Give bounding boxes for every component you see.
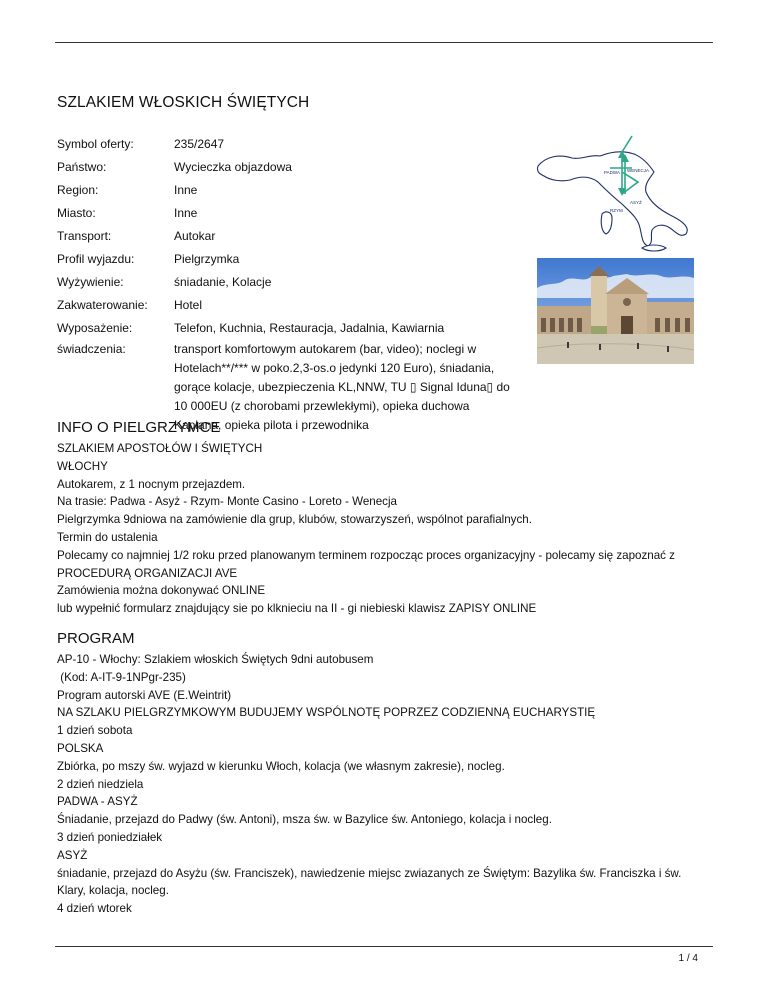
program-line: (Kod: A-IT-9-1NPgr-235) [57, 670, 186, 684]
assisi-basilica-image [537, 258, 694, 364]
map-label-padwa: PADWA [604, 170, 621, 175]
detail-label: Symbol oferty: [57, 137, 134, 151]
italy-map-graphic [530, 132, 698, 252]
section-heading: INFO O PIELGRZYMCE [57, 419, 221, 436]
basilica-door [621, 316, 633, 334]
info-line: Zamówienia można dokonywać ONLINE [57, 584, 266, 598]
program-line: 1 dzień sobota [57, 724, 133, 738]
map-label-asyz: ASYŻ [630, 200, 642, 205]
pilgrimage-info-section [57, 419, 717, 618]
detail-row-profile [57, 248, 517, 271]
detail-value: Telefon, Kuchnia, Restauracja, Jadalnia, Kawiarnia [174, 321, 445, 335]
program-line: POLSKA [57, 741, 104, 755]
page-title: SZLAKIEM WŁOSKICH ŚWIĘTYCH [57, 94, 310, 111]
detail-row-meals [57, 271, 517, 294]
sicily-outline [642, 245, 666, 251]
map-label-wenecja: WENECJA [627, 168, 650, 173]
detail-label: Miasto: [57, 206, 96, 220]
program-line: śniadanie, przejazd do Asyżu (św. Franciszek), nawiedzenie miejsc zwiazanych ze Świętym: Bazylika św. Franciszka i św. [57, 866, 682, 880]
top-rule [55, 42, 713, 43]
detail-value-line: Hotelach**/*** w poko.2,3-os.o jedynki 120 Euro), śniadania, [174, 361, 495, 375]
program-line: 3 dzień poniedziałek [57, 830, 163, 844]
detail-label: Profil wyjazdu: [57, 252, 135, 266]
detail-label: świadczenia: [57, 342, 126, 356]
info-line: WŁOCHY [57, 459, 108, 473]
detail-value-line: transport komfortowym autokarem (bar, video); noclegi w [174, 342, 477, 356]
section-heading: PROGRAM [57, 630, 135, 647]
route-map [530, 132, 698, 252]
info-line: SZLAKIEM APOSTOŁÓW I ŚWIĘTYCH [57, 442, 263, 455]
detail-row-region [57, 179, 517, 202]
program-line: Zbiórka, po mszy św. wyjazd w kierunku Włoch, kolacja (we własnym zakresie), nocleg. [57, 759, 505, 773]
detail-value: śniadanie, Kolacje [174, 275, 272, 289]
detail-value-line: Kapłana, opieka pilota i przewodnika [174, 418, 369, 432]
detail-value: Wycieczka objazdowa [174, 160, 292, 174]
info-line: lub wypełnić formularz znajdujący sie po klknieciu na II - gi niebieski klawisz ZAPISY ONLINE [57, 602, 537, 616]
detail-value: Autokar [174, 229, 216, 243]
info-line: Termin do ustalenia [57, 530, 158, 544]
detail-row-accommodation [57, 294, 517, 317]
info-line: Na trasie: Padwa - Asyż - Rzym- Monte Casino - Loreto - Wenecja [57, 495, 397, 509]
info-line: PROCEDURĄ ORGANIZACJI AVE [57, 566, 238, 580]
program-line: NA SZLAKU PIELGRZYMKOWYM BUDUJEMY WSPÓLNOTĘ POPRZEZ CODZIENNĄ EUCHARYSTIĘ [57, 706, 596, 720]
bottom-rule [55, 946, 713, 947]
piazza [537, 334, 694, 364]
basilica-photo [537, 258, 694, 364]
info-line: Autokarem, z 1 nocnym przejazdem. [57, 477, 246, 491]
detail-label: Wyposażenie: [57, 321, 133, 335]
offer-details [57, 133, 517, 435]
detail-value: Inne [174, 206, 198, 220]
detail-value-line: 10 000EU (z chorobami przewlekłymi), opieka duchowa [174, 399, 470, 413]
detail-value: Hotel [174, 298, 203, 312]
detail-value: Pielgrzymka [174, 252, 240, 266]
map-label-rzym: RZYM [610, 208, 623, 213]
page-number: 1 / 4 [678, 953, 698, 964]
italy-outline [537, 152, 687, 246]
program-line: Program autorski AVE (E.Weintrit) [57, 688, 232, 702]
sardinia-outline [601, 212, 612, 234]
info-line: Pielgrzymka 9dniowa na zamówienie dla grup, klubów, stowarzyszeń, wspólnot parafialnych. [57, 513, 532, 527]
program-line: PADWA - ASYŻ [57, 795, 138, 809]
program-line: 2 dzień niedziela [57, 777, 144, 791]
detail-label: Wyżywienie: [57, 275, 124, 289]
detail-label: Państwo: [57, 160, 107, 174]
program-line: 4 dzień wtorek [57, 902, 132, 916]
info-line: Polecamy co najmniej 1/2 roku przed planowanym terminem rozpocząc proces organizacyjny - polecamy się zapoznać z [57, 548, 675, 562]
program-line: Śniadanie, przejazd do Padwy (św. Antoni), msza św. w Bazylice św. Antoniego, kolacja i nocleg. [57, 813, 552, 827]
program-line: ASYŻ [57, 848, 88, 862]
detail-row-city [57, 202, 517, 225]
detail-row-symbol [57, 133, 517, 156]
detail-row-transport [57, 225, 517, 248]
detail-label: Region: [57, 183, 99, 197]
detail-label: Transport: [57, 229, 112, 243]
detail-label: Zakwaterowanie: [57, 298, 148, 312]
detail-value-line: gorące kolacje, ubezpieczenia KL,NNW, TU ▯ Signal Iduna▯ do [174, 380, 510, 394]
bell-tower [591, 276, 607, 326]
detail-value: Inne [174, 183, 198, 197]
program-section [57, 630, 717, 918]
detail-value: 235/2647 [174, 137, 225, 151]
detail-row-equipment [57, 317, 517, 340]
program-line: Klary, kolacja, nocleg. [57, 884, 169, 898]
program-line: AP-10 - Włochy: Szlakiem włoskich Świętych 9dni autobusem [57, 653, 374, 666]
detail-row-country [57, 156, 517, 179]
rose-window [623, 298, 631, 306]
